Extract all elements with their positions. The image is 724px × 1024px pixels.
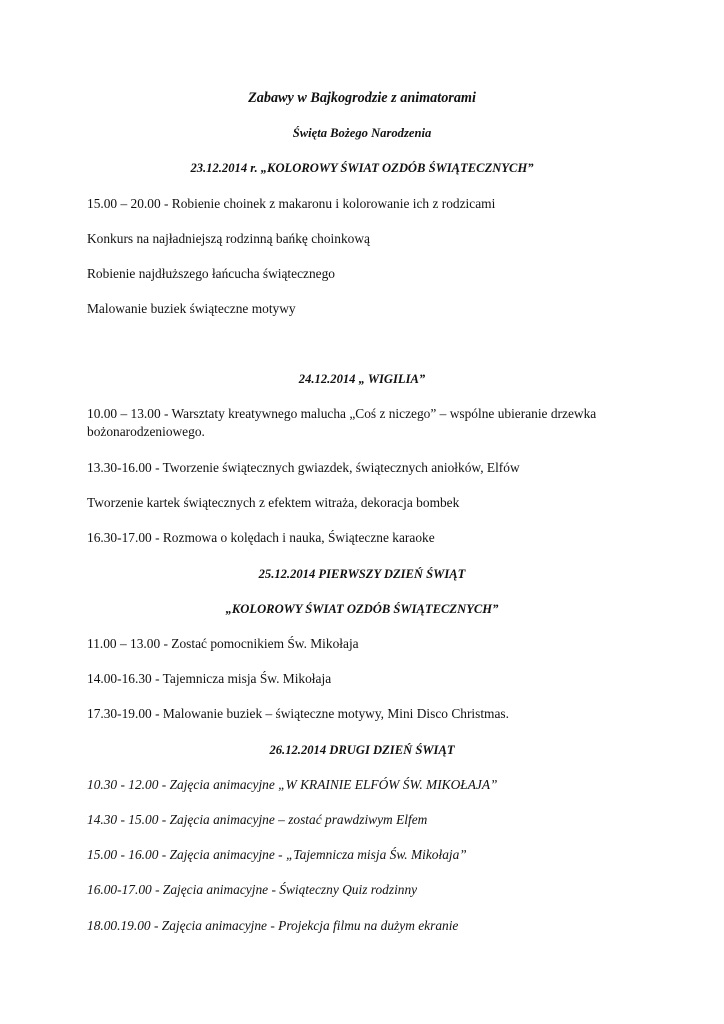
day4-item: 15.00 - 16.00 - Zajęcia animacyjne - „Tajemnicza misja Św. Mikołaja” [87, 847, 467, 862]
day3-subheading: „KOLOROWY ŚWIAT OZDÓB ŚWIĄTECZNYCH” [225, 602, 499, 616]
day2-item: 10.00 – 13.00 - Warsztaty kreatywnego malucha „Coś z niczego” – wspólne ubieranie drzewka bożonarodzeniowego. [87, 406, 597, 439]
day2-item: Tworzenie kartek świątecznych z efektem witraża, dekoracja bombek [87, 495, 460, 510]
day4-item: 16.00-17.00 - Zajęcia animacyjne - Świąteczny Quiz rodzinny [87, 882, 418, 897]
day3-heading: 25.12.2014 PIERWSZY DZIEŃ ŚWIĄT [258, 567, 466, 581]
day2-item: 16.30-17.00 - Rozmowa o kolędach i nauka, Świąteczne karaoke [87, 530, 435, 545]
day4-heading: 26.12.2014 DRUGI DZIEŃ ŚWIĄT [269, 743, 455, 757]
document-subtitle: Święta Bożego Narodzenia [292, 126, 432, 140]
day1-item: Konkurs na najładniejszą rodzinną bańkę choinkową [87, 231, 370, 246]
document-title: Zabawy w Bajkogrodzie z animatorami [248, 90, 476, 106]
day1-heading: 23.12.2014 r. „KOLOROWY ŚWIAT OZDÓB ŚWIĄTECZNYCH” [190, 161, 534, 175]
day3-item: 17.30-19.00 - Malowanie buziek – świąteczne motywy, Mini Disco Christmas. [87, 706, 509, 721]
day3-item: 11.00 – 13.00 - Zostać pomocnikiem Św. Mikołaja [87, 636, 359, 651]
day2-heading: 24.12.2014 „ WIGILIA” [298, 372, 426, 386]
day1-item: 15.00 – 20.00 - Robienie choinek z makaronu i kolorowanie ich z rodzicami [87, 196, 496, 211]
day1-item: Malowanie buziek świąteczne motywy [87, 301, 296, 316]
day4-item: 18.00.19.00 - Zajęcia animacyjne - Projekcja filmu na dużym ekranie [87, 918, 459, 933]
day4-item: 14.30 - 15.00 - Zajęcia animacyjne – zostać prawdziwym Elfem [87, 812, 428, 827]
day2-item: 13.30-16.00 - Tworzenie świątecznych gwiazdek, świątecznych aniołków, Elfów [87, 460, 520, 475]
day1-item: Robienie najdłuższego łańcucha świątecznego [87, 266, 335, 281]
day4-item: 10.30 - 12.00 - Zajęcia animacyjne „W KRAINIE ELFÓW ŚW. MIKOŁAJA” [87, 777, 498, 792]
day3-item: 14.00-16.30 - Tajemnicza misja Św. Mikołaja [87, 671, 332, 686]
